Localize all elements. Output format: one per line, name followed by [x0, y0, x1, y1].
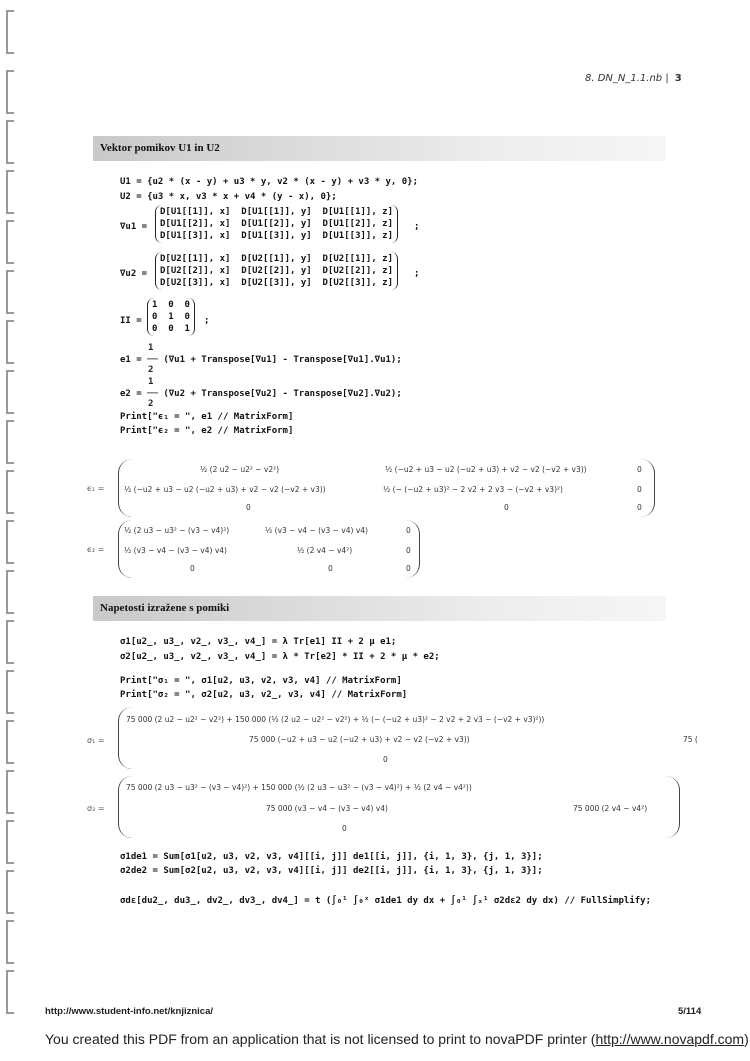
code-print-sigma1: Print["σ₁ = ", σ1[u2, u3, v2, v3, v4] // MatrixForm] — [120, 676, 402, 686]
code-identity-lhs: II = — [120, 316, 142, 326]
sigma2-r1: 75 000 (2 u3 − u3² − (v3 − v4)²) + 150 000 (½ (2 u3 − u3² − (v3 − v4)²) + ½ (2 v4 − v4²)) — [126, 783, 472, 792]
eps1-r2c2: ½ (− (−u2 + u3)² − 2 v2 + 2 v3 − (−v2 + v3)²) — [383, 485, 563, 494]
eps2-r3c1: 0 — [190, 564, 195, 573]
sigma1-r3: 0 — [383, 755, 388, 764]
code-virtual-work: σdε[du2_, du3_, dv2_, dv3_, dv4_] = t (∫₀¹ ∫₀ˣ σ1de1 dy dx + ∫₀¹ ∫ₓ¹ σ2dε2 dy dx) // FullSimplify; — [120, 896, 652, 906]
section-heading-stresses: Napetosti izražene s pomiki — [93, 596, 666, 621]
code-print-e2: Print["ϵ₂ = ", e2 // MatrixForm] — [120, 426, 294, 436]
header-page-number: 3 — [674, 73, 682, 84]
binder-marks — [6, 0, 20, 1000]
code-u1: U1 = {u2 * (x - y) + u3 * y, v2 * (x - y) + v3 * y, 0}; — [120, 177, 419, 187]
eps2-r2c3: 0 — [406, 546, 411, 555]
eps1-r3c1: 0 — [246, 503, 251, 512]
identity-matrix: 1 0 0 0 1 0 0 0 1 — [147, 298, 195, 336]
eps2-r1c3: 0 — [406, 526, 411, 535]
page-header: 8. DN_N_1.1.nb | 3 — [585, 73, 682, 84]
semicolon: ; — [414, 269, 420, 279]
code-sigma2-def: σ2[u2_, u3_, v2_, v3_, v4_] = λ * Tr[e2] * II + 2 * μ * e2; — [120, 652, 440, 662]
sigma2-r2a: 75 000 (v3 − v4 − (v3 − v4) v4) — [266, 804, 388, 813]
sigma1-label: σ₁ = — [87, 736, 105, 745]
eps1-r1c1: ½ (2 u2 − u2² − v2²) — [200, 465, 280, 474]
grad-u1-matrix: D[U1[[1]], x] D[U1[[1]], y] D[U1[[1]], z] D[U1[[2]], x] D[U1[[2]], y] D[U1[[2]], z] D[U1[[3]], x] D[U1[[3]], y] D[U1[[3]], z] — [155, 205, 398, 243]
eps1-r3c3: 0 — [637, 503, 642, 512]
novapdf-link[interactable]: http://www.novapdf.com — [595, 1031, 745, 1047]
header-filename: 8. DN_N_1.1.nb — [585, 73, 663, 84]
eps2-r1c1: ½ (2 u3 − u3² − (v3 − v4)²) — [124, 526, 230, 535]
eps2-r3c3: 0 — [406, 564, 411, 573]
footer-url[interactable]: http://www.student-info.net/knjiznica/ — [45, 1006, 213, 1017]
sigma1-truncated: 75 ( — [683, 735, 698, 744]
semicolon: ; — [414, 222, 420, 232]
novapdf-close: ) — [744, 1031, 749, 1047]
eps1-r3c2: 0 — [504, 503, 509, 512]
code-grad-u2-lhs: ∇u2 = — [120, 269, 148, 279]
eps2-r3c2: 0 — [328, 564, 333, 573]
section-heading-displacement: Vektor pomikov U1 in U2 — [93, 136, 666, 161]
semicolon: ; — [204, 316, 210, 326]
eps1-r2c1: ½ (−u2 + u3 − u2 (−u2 + u3) + v2 − v2 (−v2 + v3)) — [124, 485, 326, 494]
code-sigma1-def: σ1[u2_, u3_, v2_, v3_, v4_] = λ Tr[e1] II + 2 μ e1; — [120, 637, 397, 647]
grad-u2-matrix: D[U2[[1]], x] D[U2[[1]], y] D[U2[[1]], z] D[U2[[2]], x] D[U2[[2]], y] D[U2[[2]], z] D[U2[[3]], x] D[U2[[3]], y] D[U2[[3]], z] — [155, 252, 398, 290]
novapdf-text: You created this PDF from an application that is not licensed to print to novaPDF printer ( — [45, 1031, 596, 1047]
epsilon2-label: ϵ₂ = — [87, 545, 105, 554]
footer-page-count: 5/114 — [678, 1006, 702, 1017]
fraction-denominator: 2 — [148, 399, 154, 409]
epsilon1-label: ϵ₁ = — [87, 484, 105, 493]
code-e2: e2 = ── (∇u2 + Transpose[∇u2] - Transpose[∇u2].∇u2); — [120, 389, 402, 399]
eps2-r1c2: ½ (v3 − v4 − (v3 − v4) v4) — [265, 526, 368, 535]
code-e1: e1 = ── (∇u1 + Transpose[∇u1] - Transpose[∇u1].∇u1); — [120, 355, 402, 365]
sigma2-label: σ₂ = — [87, 804, 105, 813]
code-sigma1-de1: σ1de1 = Sum[σ1[u2, u3, v2, v3, v4][[i, j]] de1[[i, j]], {i, 1, 3}, {j, 1, 3}]; — [120, 852, 543, 862]
eps2-r2c1: ½ (v3 − v4 − (v3 − v4) v4) — [124, 546, 227, 555]
fraction-numerator: 1 — [148, 343, 154, 353]
sigma2-r3: 0 — [342, 824, 347, 833]
fraction-numerator: 1 — [148, 377, 154, 387]
eps1-r1c2: ½ (−u2 + u3 − u2 (−u2 + u3) + v2 − v2 (−v2 + v3)) — [385, 465, 587, 474]
code-grad-u1-lhs: ∇u1 = — [120, 222, 148, 232]
sigma1-r2: 75 000 (−u2 + u3 − u2 (−u2 + u3) + v2 − v2 (−v2 + v3)) — [249, 735, 470, 744]
code-sigma2-de2: σ2de2 = Sum[σ2[u2, u3, v2, v3, v4][[i, j]] de2[[i, j]], {i, 1, 3}, {j, 1, 3}]; — [120, 866, 543, 876]
sigma1-r1: 75 000 (2 u2 − u2² − v2²) + 150 000 (½ (2 u2 − u2² − v2²) + ½ (− (−u2 + u3)² − 2 v2 + 2 v3 − (−v2 + v3)²)) — [126, 715, 545, 724]
eps1-r2c3: 0 — [637, 485, 642, 494]
code-print-e1: Print["ϵ₁ = ", e1 // MatrixForm] — [120, 412, 294, 422]
code-u2: U2 = {u3 * x, v3 * x + v4 * (y - x), 0}; — [120, 192, 337, 202]
eps2-r2c2: ½ (2 v4 − v4²) — [297, 546, 353, 555]
eps1-r1c3: 0 — [637, 465, 642, 474]
sigma2-r2b: 75 000 (2 v4 − v4²) — [573, 804, 648, 813]
fraction-denominator: 2 — [148, 365, 154, 375]
novapdf-notice — [45, 1031, 749, 1047]
code-print-sigma2: Print["σ₂ = ", σ2[u2, u3, v2_, v3, v4] // MatrixForm] — [120, 690, 408, 700]
